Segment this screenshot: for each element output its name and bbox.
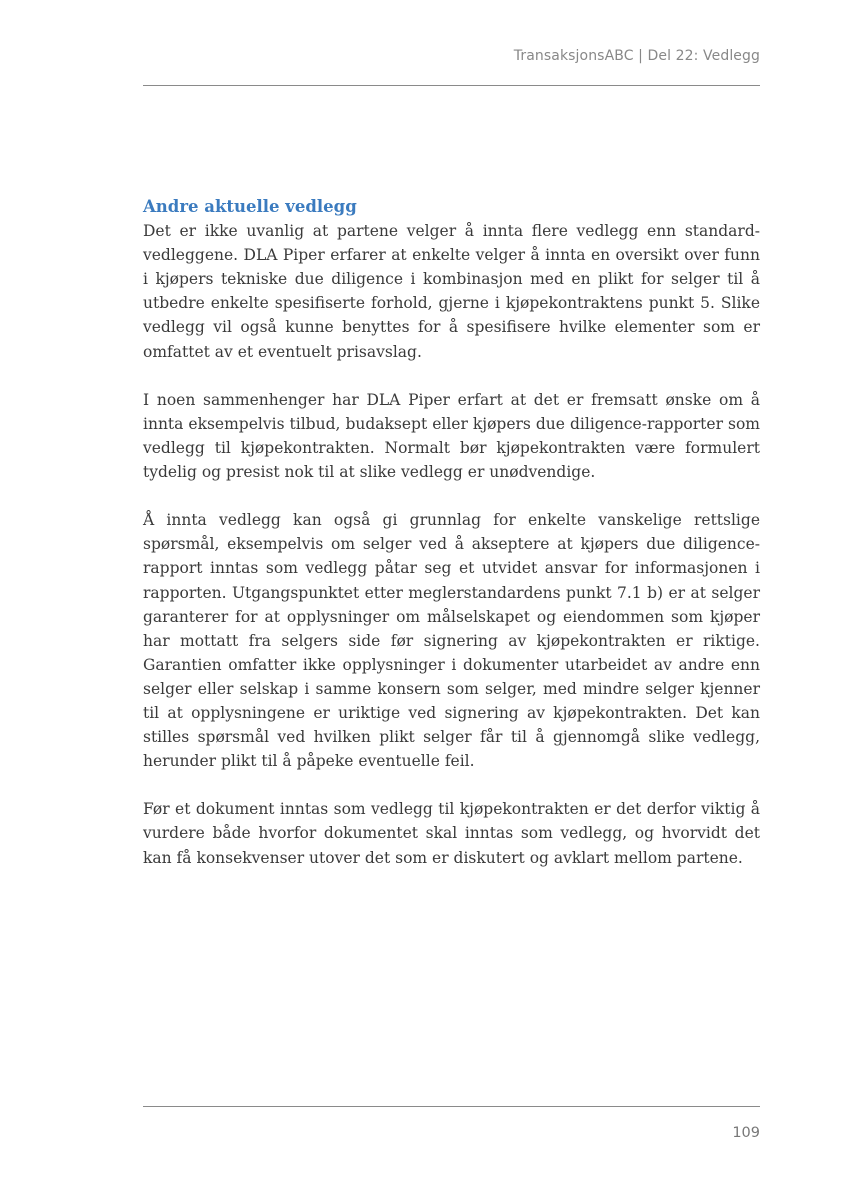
- paragraph-3: Å innta vedlegg kan også gi grunnlag for enkelte vanskelige rettslige spørsmål, eksempelvis om selger ved å akseptere at kjøpers due diligence-rapport inntas som vedlegg påtar seg et utvidet ansvar for informasjonen i rapporten. Utgangspunktet etter meglerstandardens punkt 7.1 b) er at selger garanterer for at opplysninger om målselskapet og eiendommen som kjøper har mottatt fra selgers side før signering av kjøpekontrakten er riktige. Garantien omfatter ikke opplysninger i dokumenter utarbeidet av andre enn selger eller selskap i samme konsern som selger, med mindre selger kjenner til at opplysningene er uriktige ved signering av kjøpekontrakten. Det kan stilles spørsmål ved hvilken plikt selger får til å gjennomgå slike vedlegg, herunder plikt til å påpeke eventuelle feil.: [143, 511, 760, 771]
- page-number: 109: [732, 1125, 760, 1141]
- section-heading: Andre aktuelle vedlegg: [143, 197, 357, 216]
- header-divider: [143, 85, 760, 86]
- footer-divider: [143, 1106, 760, 1107]
- paragraph-1: Det er ikke uvanlig at partene velger å innta flere vedlegg enn standardvedleggene. DLA Piper erfarer at enkelte velger å innta en oversikt over funn i kjøpers tekniske due diligence i kombinasjon med en plikt for selger til å utbedre enkelte spesifiserte forhold, gjerne i kjøpekontraktens punkt 5. Slike vedlegg vil også kunne benyttes for å spesifisere hvilke elementer som er omfattet av et eventuelt prisavslag.: [143, 222, 760, 361]
- running-header: TransaksjonsABC | Del 22: Vedlegg: [513, 48, 760, 64]
- paragraph-4: Før et dokument inntas som vedlegg til kjøpekontrakten er det derfor viktig å vurdere både hvorfor dokumentet skal inntas som vedlegg, og hvorvidt det kan få konsekvenser utover det som er diskutert og avklart mellom partene.: [143, 800, 760, 867]
- page-body: [143, 195, 760, 894]
- paragraph-2: I noen sammenhenger har DLA Piper erfart at det er fremsatt ønske om å innta eksempelvis tilbud, budaksept eller kjøpers due diligence-rapporter som vedlegg til kjøpekontrakten. Normalt bør kjøpekontrakten være formulert tydelig og presist nok til at slike vedlegg er unødvendige.: [143, 390, 760, 482]
